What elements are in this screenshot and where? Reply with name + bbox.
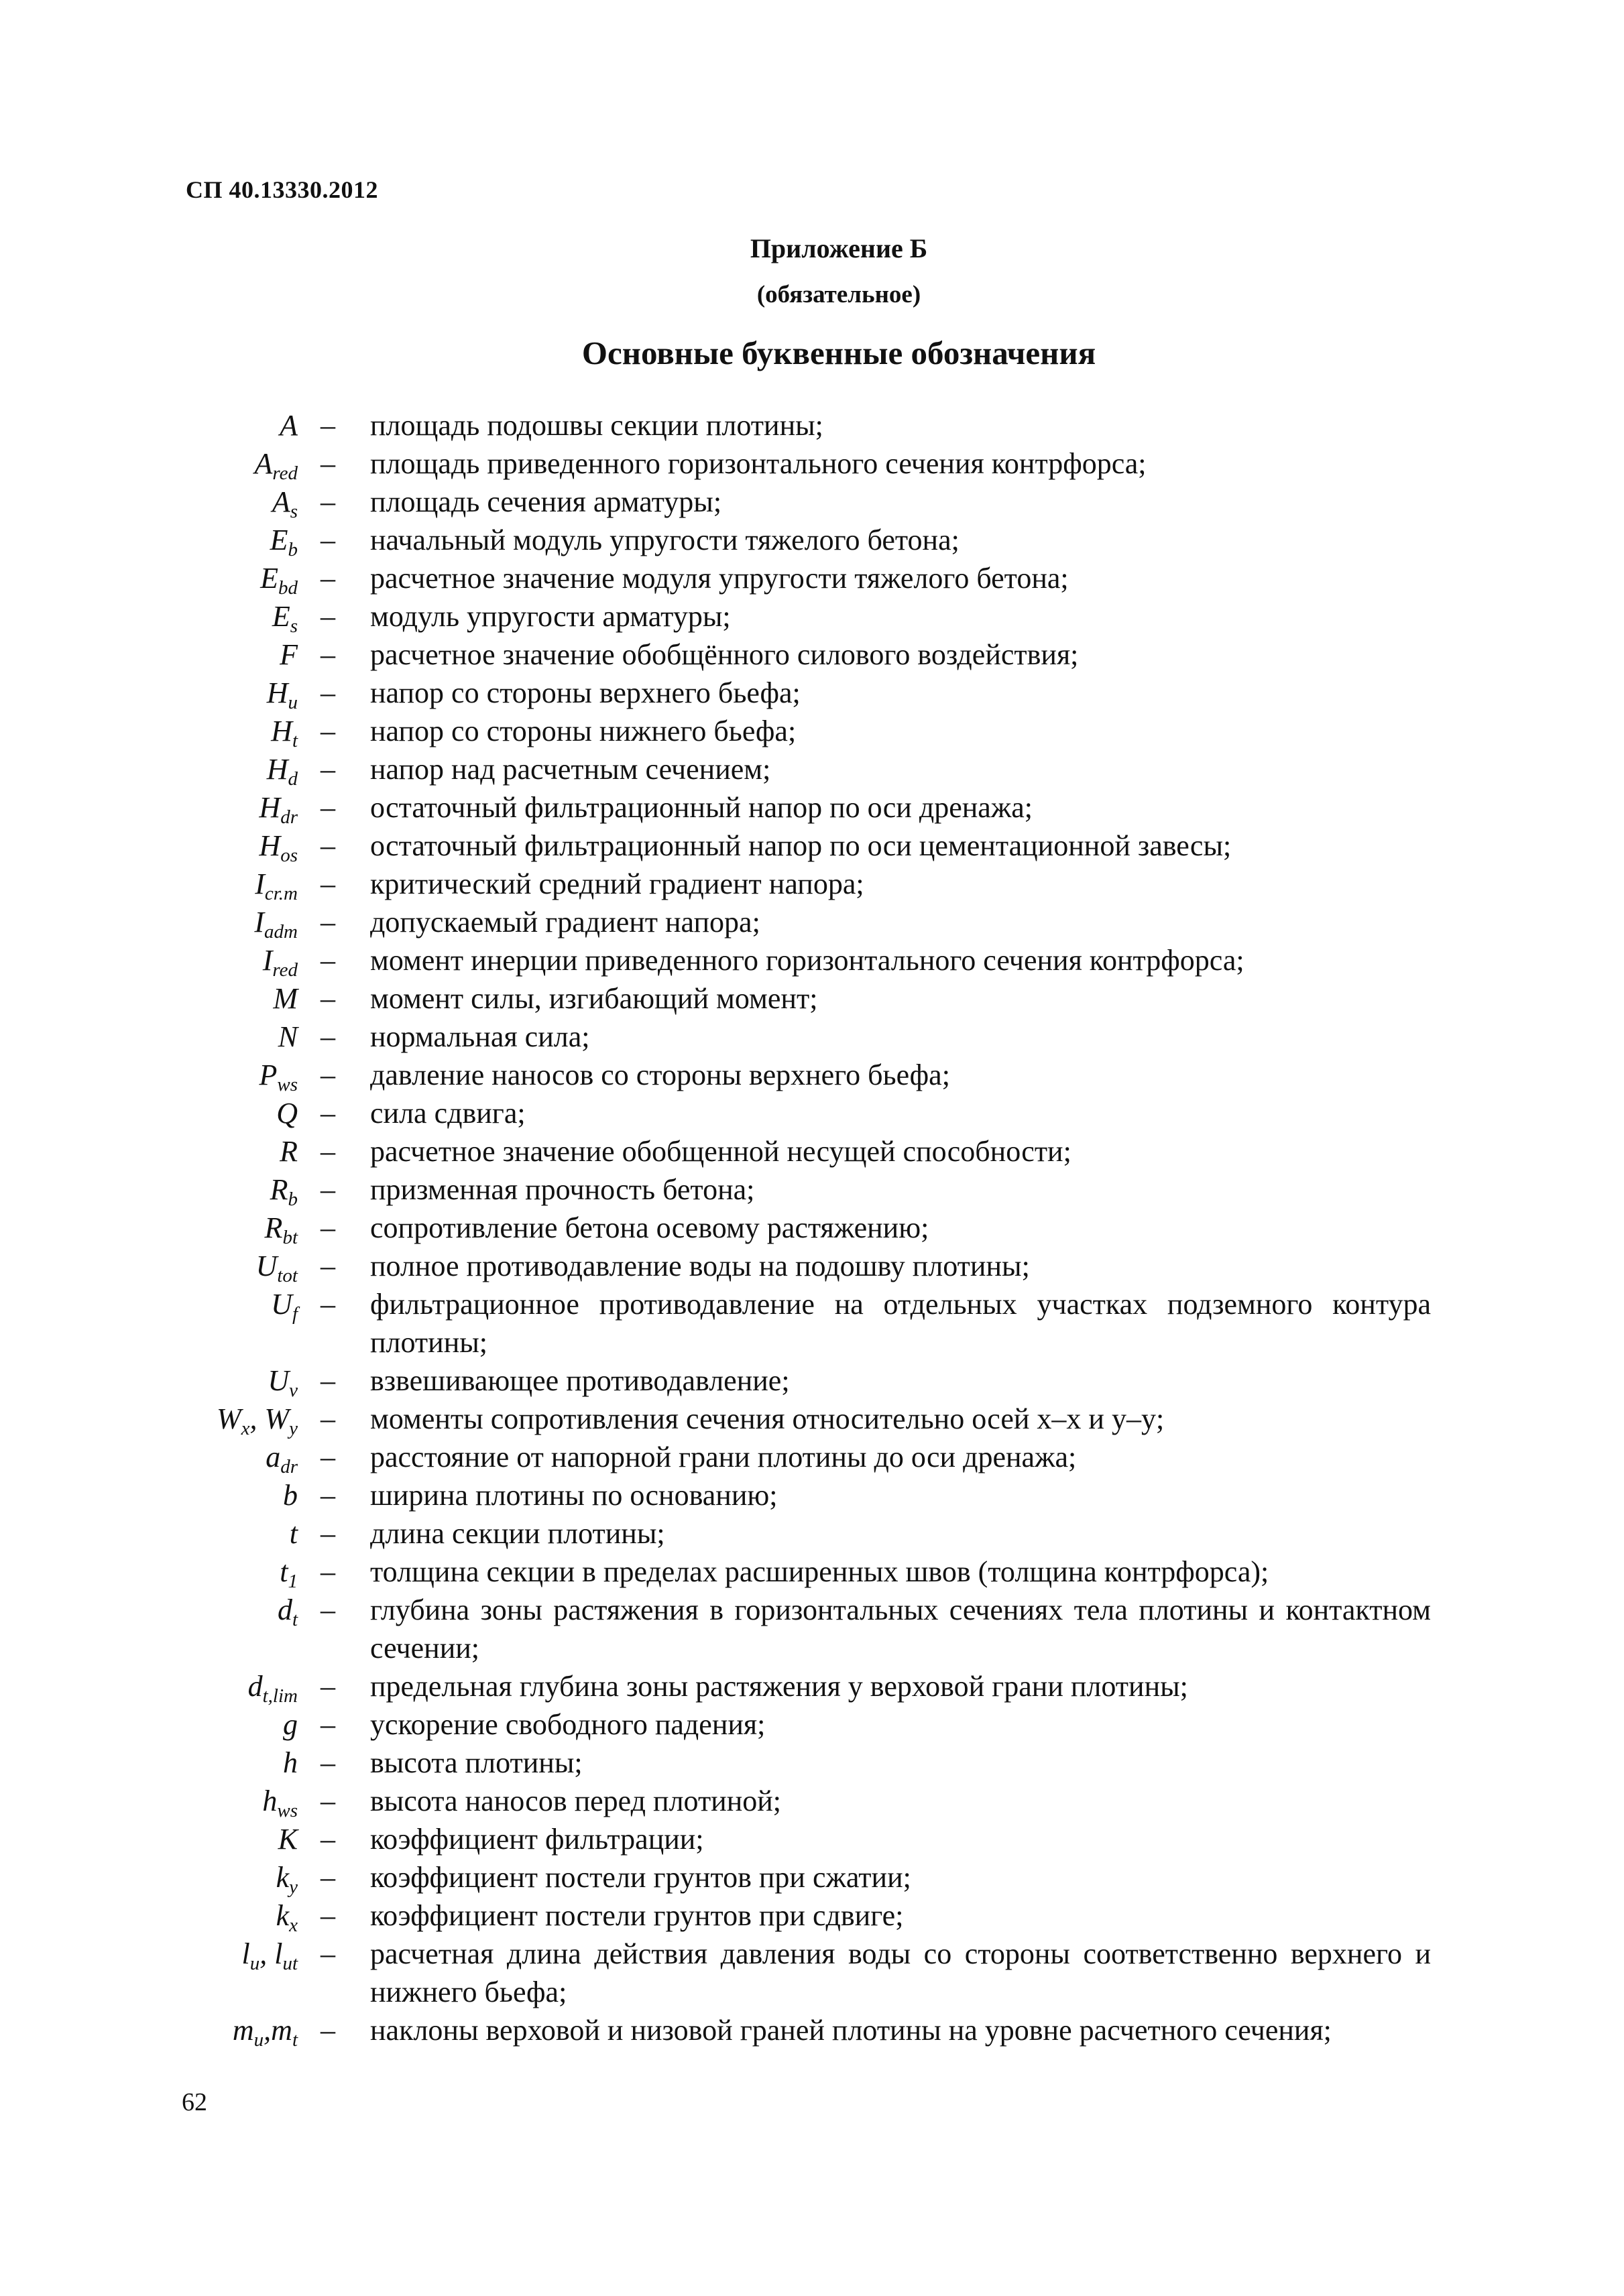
notation-entry xyxy=(0,636,1624,674)
notation-symbol: $t_1$ xyxy=(280,1555,298,1592)
notation-dash: – xyxy=(321,1250,335,1282)
notation-entry xyxy=(0,1094,1624,1132)
notation-entry xyxy=(0,1591,1624,1667)
notation-entry xyxy=(0,406,1624,444)
notation-symbol: $E_s$ xyxy=(272,600,298,637)
notation-dash: – xyxy=(321,982,335,1015)
notation-symbol: $R_{bt}$ xyxy=(264,1211,298,1248)
notation-description: коэффициент фильтрации; xyxy=(370,1823,704,1856)
notation-description: остаточный фильтрационный напор по оси цементационной завесы; xyxy=(370,829,1232,862)
notation-entry xyxy=(0,1705,1624,1744)
notation-dash: – xyxy=(321,791,335,824)
notation-entry xyxy=(0,1056,1624,1094)
notation-dash: – xyxy=(321,600,335,633)
notation-description: высота плотины; xyxy=(370,1746,583,1779)
notation-description: напор со стороны верхнего бьефа; xyxy=(370,676,801,709)
notation-description: высота наносов перед плотиной; xyxy=(370,1785,782,1817)
notation-description: остаточный фильтрационный напор по оси дренажа; xyxy=(370,791,1033,824)
notation-symbol: $P_{ws}$ xyxy=(259,1059,298,1095)
page-number: 62 xyxy=(182,2088,207,2116)
notation-description: критический средний градиент напора; xyxy=(370,867,864,900)
notation-description: толщина секции в пределах расширенных швов (толщина контрфорса); xyxy=(370,1555,1269,1588)
notation-description: коэффициент постели грунтов при сдвиге; xyxy=(370,1899,904,1932)
notation-symbol: Q xyxy=(276,1097,298,1130)
notation-entry xyxy=(0,1018,1624,1056)
notation-entry xyxy=(0,1744,1624,1782)
notation-entry xyxy=(0,1553,1624,1591)
notation-description: начальный модуль упругости тяжелого бетона; xyxy=(370,524,960,556)
notation-symbol: $W_x$, $W_y$ xyxy=(216,1402,298,1439)
notation-dash: – xyxy=(321,1899,335,1932)
notation-description: расстояние от напорной грани плотины до оси дренажа; xyxy=(370,1441,1077,1473)
notation-entry xyxy=(0,712,1624,750)
notation-symbol: N xyxy=(278,1020,298,1053)
notation-description: площадь приведенного горизонтального сечения контрфорса; xyxy=(370,447,1147,480)
notation-description: расчетное значение обобщенной несущей способности; xyxy=(370,1135,1071,1168)
notation-entry xyxy=(0,674,1624,712)
notation-entry xyxy=(0,1896,1624,1935)
notation-symbol: $k_y$ xyxy=(276,1861,298,1898)
notation-dash: – xyxy=(321,676,335,709)
notation-entry xyxy=(0,2011,1624,2049)
notation-dash: – xyxy=(321,1020,335,1053)
notation-description: напор над расчетным сечением; xyxy=(370,753,771,786)
notation-description: длина секции плотины; xyxy=(370,1517,665,1550)
notation-dash: – xyxy=(321,1059,335,1091)
notation-dash: – xyxy=(321,1288,335,1321)
notation-entry xyxy=(0,483,1624,521)
notation-description: давление наносов со стороны верхнего бьефа; xyxy=(370,1059,950,1091)
notation-dash: – xyxy=(321,638,335,671)
notation-dash: – xyxy=(321,1097,335,1130)
notation-entry xyxy=(0,559,1624,597)
notation-dash: – xyxy=(321,2014,335,2047)
notation-symbol: $U_{tot}$ xyxy=(255,1250,298,1286)
notation-description: сила сдвига; xyxy=(370,1097,526,1130)
document-code: СП 40.13330.2012 xyxy=(186,176,378,203)
notation-dash: – xyxy=(321,1135,335,1168)
notation-dash: – xyxy=(321,1708,335,1741)
notation-symbol: $H_t$ xyxy=(271,715,298,751)
notation-dash: – xyxy=(321,829,335,862)
notation-entry xyxy=(0,1820,1624,1858)
notation-description: модуль упругости арматуры; xyxy=(370,600,731,633)
notation-entry xyxy=(0,597,1624,636)
notation-entry xyxy=(0,903,1624,941)
notation-entry xyxy=(0,1132,1624,1170)
notation-entry xyxy=(0,1476,1624,1514)
notation-dash: – xyxy=(321,1555,335,1588)
notation-dash: – xyxy=(321,1364,335,1397)
notation-entry xyxy=(0,865,1624,903)
notation-description: взвешивающее противодавление; xyxy=(370,1364,790,1397)
notation-dash: – xyxy=(321,1211,335,1244)
appendix-status: (обязательное) xyxy=(756,281,921,308)
notation-description: наклоны верховой и низовой граней плотины на уровне расчетного сечения; xyxy=(370,2014,1332,2047)
notation-entry xyxy=(0,1514,1624,1553)
notation-entry xyxy=(0,444,1624,483)
notation-dash: – xyxy=(321,1937,335,1970)
notation-symbol: $U_f$ xyxy=(271,1288,298,1325)
notation-symbol: F xyxy=(280,638,298,671)
notation-symbol: $h_{ws}$ xyxy=(262,1785,298,1821)
notation-dash: – xyxy=(321,715,335,747)
notation-dash: – xyxy=(321,562,335,595)
notation-symbol: A xyxy=(280,409,298,442)
notation-symbol: b xyxy=(283,1479,298,1512)
notation-description: расчетная длина действия давления воды со стороны соответственно верхнего и нижнего бьефа; xyxy=(370,1937,1431,2008)
notation-symbol: $H_d$ xyxy=(266,753,298,790)
notation-entry xyxy=(0,1667,1624,1705)
notation-dash: – xyxy=(321,944,335,977)
notation-symbol: $I_{adm}$ xyxy=(254,906,298,943)
notation-dash: – xyxy=(321,1402,335,1435)
notation-entry xyxy=(0,979,1624,1018)
notation-entry xyxy=(0,1935,1624,2011)
notation-description: момент силы, изгибающий момент; xyxy=(370,982,818,1015)
notation-dash: – xyxy=(321,409,335,442)
notation-entry xyxy=(0,1438,1624,1476)
notation-entry xyxy=(0,1170,1624,1209)
notation-symbol: $d_t$ xyxy=(277,1593,298,1630)
notation-dash: – xyxy=(321,1479,335,1512)
notation-entry xyxy=(0,941,1624,979)
appendix-title: Приложение Б xyxy=(750,233,928,263)
notation-symbol: g xyxy=(283,1708,298,1741)
section-title: Основные буквенные обозначения xyxy=(581,335,1096,371)
notation-description: расчетное значение модуля упругости тяжелого бетона; xyxy=(370,562,1069,595)
notation-symbol: $I_{cr.m}$ xyxy=(255,867,298,904)
notation-dash: – xyxy=(321,867,335,900)
notation-description: ширина плотины по основанию; xyxy=(370,1479,778,1512)
notation-entry xyxy=(0,521,1624,559)
notation-entry xyxy=(0,1782,1624,1820)
notation-symbol: $H_{dr}$ xyxy=(259,791,298,828)
notation-dash: – xyxy=(321,753,335,786)
notation-description: ускорение свободного падения; xyxy=(370,1708,766,1741)
notation-description: предельная глубина зоны растяжения у верховой грани плотины; xyxy=(370,1670,1188,1703)
notation-symbol: $H_u$ xyxy=(266,676,298,713)
notation-description: коэффициент постели грунтов при сжатии; xyxy=(370,1861,911,1894)
notation-symbol: $A_{red}$ xyxy=(254,447,298,484)
notation-description: сопротивление бетона осевому растяжению; xyxy=(370,1211,929,1244)
notation-entry xyxy=(0,1858,1624,1896)
notation-description: фильтрационное противодавление на отдельных участках подземного контура плотины; xyxy=(370,1288,1431,1359)
notation-dash: – xyxy=(321,1441,335,1473)
notation-dash: – xyxy=(321,1517,335,1550)
notation-description: моменты сопротивления сечения относительно осей x–x и y–y; xyxy=(370,1402,1165,1435)
notation-entry xyxy=(0,788,1624,827)
notation-symbol: $a_{dr}$ xyxy=(266,1441,298,1477)
notation-description: глубина зоны растяжения в горизонтальных сечениях тела плотины и контактном сечении; xyxy=(370,1593,1431,1665)
notation-symbol: $l_u$, $l_{ut}$ xyxy=(241,1937,298,1974)
notation-dash: – xyxy=(321,1746,335,1779)
notation-description: нормальная сила; xyxy=(370,1020,590,1053)
notation-symbol: $E_b$ xyxy=(270,524,298,560)
notation-dash: – xyxy=(321,1785,335,1817)
notation-description: расчетное значение обобщённого силового воздействия; xyxy=(370,638,1079,671)
notation-entry xyxy=(0,1285,1624,1362)
notation-description: допускаемый градиент напора; xyxy=(370,906,760,939)
notation-entry xyxy=(0,1362,1624,1400)
notation-dash: – xyxy=(321,485,335,518)
notation-symbol: $I_{red}$ xyxy=(262,944,298,981)
notation-dash: – xyxy=(321,524,335,556)
notation-symbol: $m_u,m_t$ xyxy=(232,2014,298,2051)
notation-entry xyxy=(0,750,1624,788)
notation-symbol: K xyxy=(278,1823,298,1856)
notation-symbol: t xyxy=(289,1517,298,1550)
notation-description: призменная прочность бетона; xyxy=(370,1173,755,1206)
notation-description: полное противодавление воды на подошву плотины; xyxy=(370,1250,1030,1282)
notation-dash: – xyxy=(321,1593,335,1626)
notation-entry xyxy=(0,827,1624,865)
notation-symbol: $k_x$ xyxy=(276,1899,298,1936)
notation-entry xyxy=(0,1247,1624,1285)
notation-description: момент инерции приведенного горизонтального сечения контрфорса; xyxy=(370,944,1244,977)
notation-list xyxy=(0,406,1624,2049)
notation-description: площадь сечения арматуры; xyxy=(370,485,722,518)
notation-symbol: $d_{t,lim}$ xyxy=(247,1670,298,1707)
notation-description: напор со стороны нижнего бьефа; xyxy=(370,715,797,747)
notation-dash: – xyxy=(321,906,335,939)
notation-entry xyxy=(0,1209,1624,1247)
notation-symbol: $R_b$ xyxy=(270,1173,298,1210)
notation-symbol: $A_s$ xyxy=(272,485,298,522)
notation-symbol: M xyxy=(273,982,298,1015)
notation-symbol: R xyxy=(280,1135,298,1168)
notation-description: площадь подошвы секции плотины; xyxy=(370,409,823,442)
notation-symbol: h xyxy=(283,1746,298,1779)
notation-dash: – xyxy=(321,1670,335,1703)
notation-symbol: $U_v$ xyxy=(268,1364,298,1401)
notation-symbol: $E_{bd}$ xyxy=(260,562,298,599)
notation-symbol: $H_{os}$ xyxy=(259,829,298,866)
notation-dash: – xyxy=(321,1861,335,1894)
notation-dash: – xyxy=(321,447,335,480)
notation-entry xyxy=(0,1400,1624,1438)
notation-dash: – xyxy=(321,1173,335,1206)
notation-dash: – xyxy=(321,1823,335,1856)
